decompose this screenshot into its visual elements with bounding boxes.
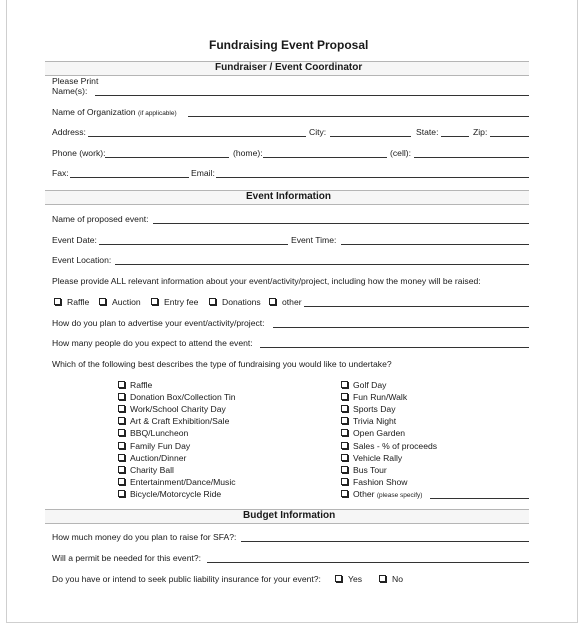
fundraising-type-label: Golf Day bbox=[353, 380, 387, 390]
state-label: State: bbox=[416, 127, 439, 137]
fundraising-type-label: Family Fun Day bbox=[130, 440, 191, 451]
fundraising-type-label: Work/School Charity Day bbox=[130, 404, 226, 415]
address-field[interactable] bbox=[88, 136, 306, 137]
option-label: Donations bbox=[222, 297, 261, 307]
section-title-coordinator: Fundraiser / Event Coordinator bbox=[215, 62, 363, 73]
checkbox-donations[interactable] bbox=[209, 298, 216, 305]
fundraising-type-label: Fun Run/Walk bbox=[353, 392, 408, 403]
event-location-field[interactable] bbox=[115, 264, 529, 265]
checkbox-bus-tour[interactable] bbox=[341, 466, 348, 473]
city-field[interactable] bbox=[330, 136, 411, 137]
fundraising-type-label: Auction/Dinner bbox=[130, 452, 187, 463]
fundraising-type-label: Charity Ball bbox=[130, 464, 174, 475]
attendance-field[interactable] bbox=[260, 347, 529, 348]
fundraising-type-label: Raffle bbox=[130, 380, 153, 390]
zip-field[interactable] bbox=[490, 136, 529, 137]
names-label: Name(s): bbox=[52, 86, 88, 96]
phone-cell-field[interactable] bbox=[414, 157, 529, 158]
fundraising-type-label: BBQ/Luncheon bbox=[130, 428, 189, 439]
event-date-label: Event Date: bbox=[52, 235, 97, 245]
checkbox-open-garden[interactable] bbox=[341, 429, 348, 436]
fundraising-type-label: Art & Craft Exhibition/Sale bbox=[130, 416, 230, 427]
checkbox-raffle[interactable] bbox=[118, 381, 125, 388]
phone-home-label: (home): bbox=[233, 148, 263, 158]
advertise-field[interactable] bbox=[273, 327, 529, 328]
checkbox-golf-day[interactable] bbox=[341, 381, 348, 388]
checkbox-other[interactable] bbox=[341, 490, 348, 497]
checkbox-insurance-no[interactable] bbox=[379, 575, 386, 582]
checkbox-insurance-yes[interactable] bbox=[335, 575, 342, 582]
event-time-label: Event Time: bbox=[291, 235, 337, 245]
fundraising-type-label: Bicycle/Motorcycle Ride bbox=[130, 488, 222, 499]
zip-label: Zip: bbox=[473, 127, 488, 137]
checkbox-fashion-show[interactable] bbox=[341, 478, 348, 485]
checkbox-bicycle-motorcycle-ride[interactable] bbox=[118, 490, 125, 497]
raise-amount-field[interactable] bbox=[241, 541, 529, 542]
fundraising-type-label: Entertainment/Dance/Music bbox=[130, 476, 236, 487]
event-location-label: Event Location: bbox=[52, 255, 112, 265]
email-field[interactable] bbox=[216, 177, 529, 178]
fundraising-type-label: Other (please specify) bbox=[353, 488, 423, 499]
checkbox-other[interactable] bbox=[269, 298, 276, 305]
checkbox-auction[interactable] bbox=[99, 298, 106, 305]
fundraising-type-label: Sales - % of proceeds bbox=[353, 440, 438, 451]
fundraising-question: Which of the following best describes the type of fundraising you would like to undertake? bbox=[52, 359, 392, 369]
permit-label: Will a permit be needed for this event?: bbox=[52, 553, 202, 563]
fundraising-type-label: Vehicle Rally bbox=[353, 452, 403, 463]
city-label: City: bbox=[309, 127, 327, 137]
proposed-event-field[interactable] bbox=[153, 223, 529, 224]
phone-work-field[interactable] bbox=[105, 157, 229, 158]
fundraising-type-label: Bus Tour bbox=[353, 464, 387, 475]
insurance-label: Do you have or intend to seek public liability insurance for your event?: bbox=[52, 574, 321, 584]
checkbox-bbq-luncheon[interactable] bbox=[118, 429, 125, 436]
checkbox-family-fun-day[interactable] bbox=[118, 442, 125, 449]
fundraising-type-label: Donation Box/Collection Tin bbox=[130, 392, 236, 403]
form-page bbox=[6, 0, 578, 623]
fax-field[interactable] bbox=[70, 177, 189, 178]
permit-field[interactable] bbox=[207, 562, 529, 563]
other-specify-field[interactable] bbox=[430, 498, 529, 499]
please-print-label: Please Print bbox=[52, 76, 99, 86]
checkbox-entry-fee[interactable] bbox=[151, 298, 158, 305]
checkbox-sales-of-proceeds[interactable] bbox=[341, 442, 348, 449]
document-title: Fundraising Event Proposal bbox=[209, 38, 369, 52]
fundraising-type-label: Trivia Night bbox=[353, 416, 397, 427]
attendance-label: How many people do you expect to attend the event: bbox=[52, 338, 253, 348]
option-label: Entry fee bbox=[164, 297, 199, 307]
proposed-event-label: Name of proposed event: bbox=[52, 214, 149, 224]
address-label: Address: bbox=[52, 127, 86, 137]
checkbox-charity-ball[interactable] bbox=[118, 466, 125, 473]
option-label: other bbox=[282, 297, 302, 307]
checkbox-work-school-charity-day[interactable] bbox=[118, 405, 125, 412]
insurance-yes-label: Yes bbox=[348, 574, 363, 584]
names-field[interactable] bbox=[95, 95, 529, 96]
checkbox-auction-dinner[interactable] bbox=[118, 454, 125, 461]
checkbox-raffle[interactable] bbox=[54, 298, 61, 305]
checkbox-art-craft-exhibition-sale[interactable] bbox=[118, 417, 125, 424]
organization-label: Name of Organization (if applicable) bbox=[52, 107, 177, 117]
event-date-field[interactable] bbox=[99, 244, 288, 245]
checkbox-vehicle-rally[interactable] bbox=[341, 454, 348, 461]
phone-cell-label: (cell): bbox=[390, 148, 412, 158]
option-label: Raffle bbox=[67, 297, 90, 307]
advertise-label: How do you plan to advertise your event/activity/project: bbox=[52, 318, 265, 328]
income-other-field[interactable] bbox=[304, 306, 529, 307]
fundraising-type-label: Fashion Show bbox=[353, 476, 408, 487]
state-field[interactable] bbox=[441, 136, 469, 137]
checkbox-trivia-night[interactable] bbox=[341, 417, 348, 424]
fundraising-type-label: Sports Day bbox=[353, 404, 396, 415]
checkbox-sports-day[interactable] bbox=[341, 405, 348, 412]
fax-label: Fax: bbox=[52, 168, 69, 178]
fundraising-type-label: Open Garden bbox=[353, 428, 406, 439]
option-label: Auction bbox=[112, 297, 141, 307]
checkbox-fun-run-walk[interactable] bbox=[341, 393, 348, 400]
checkbox-donation-box-collection-tin[interactable] bbox=[118, 393, 125, 400]
phone-work-label: Phone (work): bbox=[52, 148, 106, 158]
event-time-field[interactable] bbox=[341, 244, 529, 245]
insurance-no-label: No bbox=[392, 574, 403, 584]
checkbox-entertainment-dance-music[interactable] bbox=[118, 478, 125, 485]
section-title-budget: Budget Information bbox=[243, 510, 336, 521]
raise-amount-label: How much money do you plan to raise for SFA?: bbox=[52, 532, 237, 542]
email-label: Email: bbox=[191, 168, 215, 178]
organization-field[interactable] bbox=[188, 116, 529, 117]
relevant-info-label: Please provide ALL relevant information about your event/activity/project, including how the money will be raised: bbox=[52, 276, 481, 286]
section-title-event: Event Information bbox=[246, 191, 332, 202]
phone-home-field[interactable] bbox=[263, 157, 387, 158]
